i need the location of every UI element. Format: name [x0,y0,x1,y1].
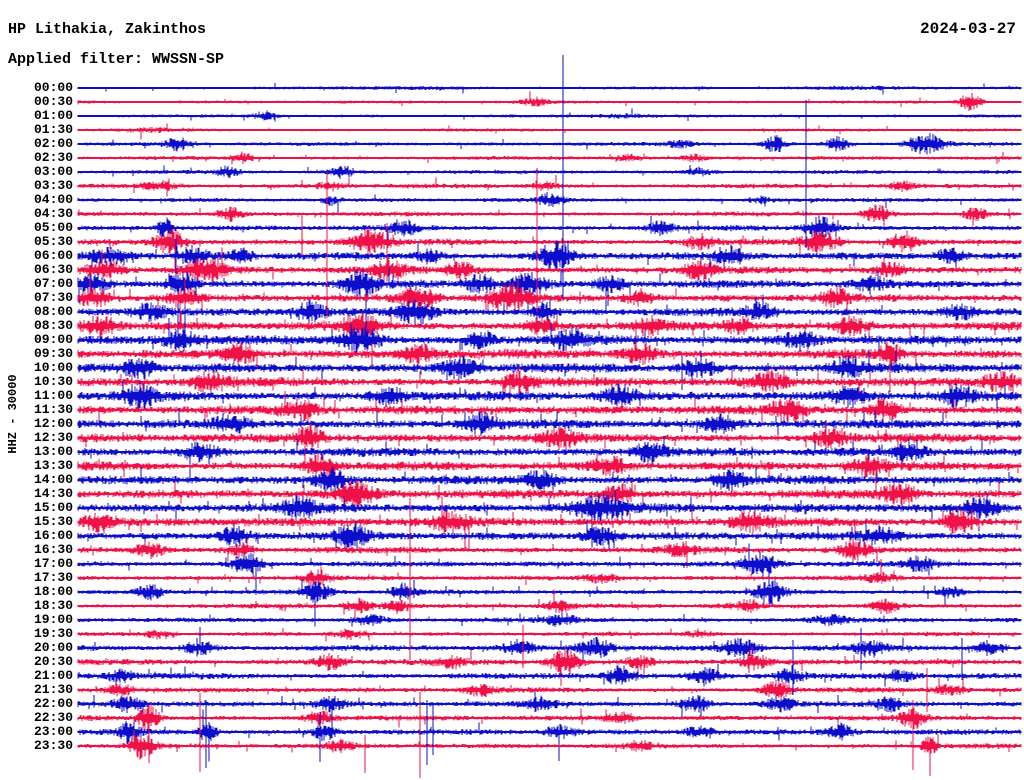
time-label-1830: 18:30 [33,598,73,613]
trace-0100 [78,109,1021,122]
trace-0430 [78,205,1021,227]
time-label-2100: 21:00 [33,668,73,683]
time-label-2230: 22:30 [33,710,73,725]
time-label-0200: 02:00 [33,136,73,151]
time-label-1100: 11:00 [33,388,73,403]
time-label-1530: 15:30 [33,514,73,529]
time-label-1500: 15:00 [33,500,73,515]
time-label-0000: 00:00 [33,80,73,95]
time-label-0930: 09:30 [33,346,73,361]
time-label-0630: 06:30 [33,262,73,277]
time-label-0800: 08:00 [33,304,73,319]
time-label-0830: 08:30 [33,318,73,333]
time-label-0300: 03:00 [33,164,73,179]
time-label-0430: 04:30 [33,206,73,221]
trace-0300 [78,165,1021,179]
time-label-1630: 16:30 [33,542,73,557]
trace-0030 [78,91,1021,111]
time-label-2000: 20:00 [33,640,73,655]
time-label-1700: 17:00 [33,556,73,571]
time-label-2030: 20:30 [33,654,73,669]
applied-filter-label: Applied filter: WWSSN-SP [8,51,225,68]
trace-0200 [78,133,1021,154]
trace-1900 [78,612,1021,627]
time-label-0700: 07:00 [33,276,73,291]
time-label-2130: 21:30 [33,682,73,697]
time-label-0030: 00:30 [33,94,73,109]
time-label-1800: 18:00 [33,584,73,599]
time-label-1230: 12:30 [33,430,73,445]
time-label-0900: 09:00 [33,332,73,347]
time-label-0530: 05:30 [33,234,73,249]
time-label-1430: 14:30 [33,486,73,501]
time-label-1030: 10:30 [33,374,73,389]
time-label-1900: 19:00 [33,612,73,627]
time-label-1000: 10:00 [33,360,73,375]
trace-1830 [78,589,1021,618]
time-label-2300: 23:00 [33,724,73,739]
time-label-0600: 06:00 [33,248,73,263]
time-label-0330: 03:30 [33,178,73,193]
time-label-0230: 02:30 [33,150,73,165]
trace-2200 [78,691,1021,719]
time-label-0400: 04:00 [33,192,73,207]
trace-1930 [78,628,1021,641]
trace-2130 [78,678,1021,700]
station-title: HP Lithakia, Zakinthos [8,21,207,38]
date-label: 2024-03-27 [919,20,1016,38]
time-label-1330: 13:30 [33,458,73,473]
trace-0330 [78,175,1021,197]
time-label-0730: 07:30 [33,290,73,305]
trace-0000 [78,83,1021,95]
time-label-1400: 14:00 [33,472,73,487]
time-label-1200: 12:00 [33,416,73,431]
time-label-1600: 16:00 [33,528,73,543]
trace-0230 [78,151,1021,164]
time-label-2200: 22:00 [33,696,73,711]
time-label-2330: 23:30 [33,738,73,753]
time-label-1930: 19:30 [33,626,73,641]
trace-0130 [78,123,1021,139]
time-label-1300: 13:00 [33,444,73,459]
time-label-0130: 01:30 [33,122,73,137]
time-label-0100: 01:00 [33,108,73,123]
trace-2030 [78,646,1021,685]
time-label-1130: 11:30 [33,402,73,417]
time-label-1730: 17:30 [33,570,73,585]
y-axis-channel-label: HHZ - 30000 [6,374,20,454]
time-label-0500: 05:00 [33,220,73,235]
